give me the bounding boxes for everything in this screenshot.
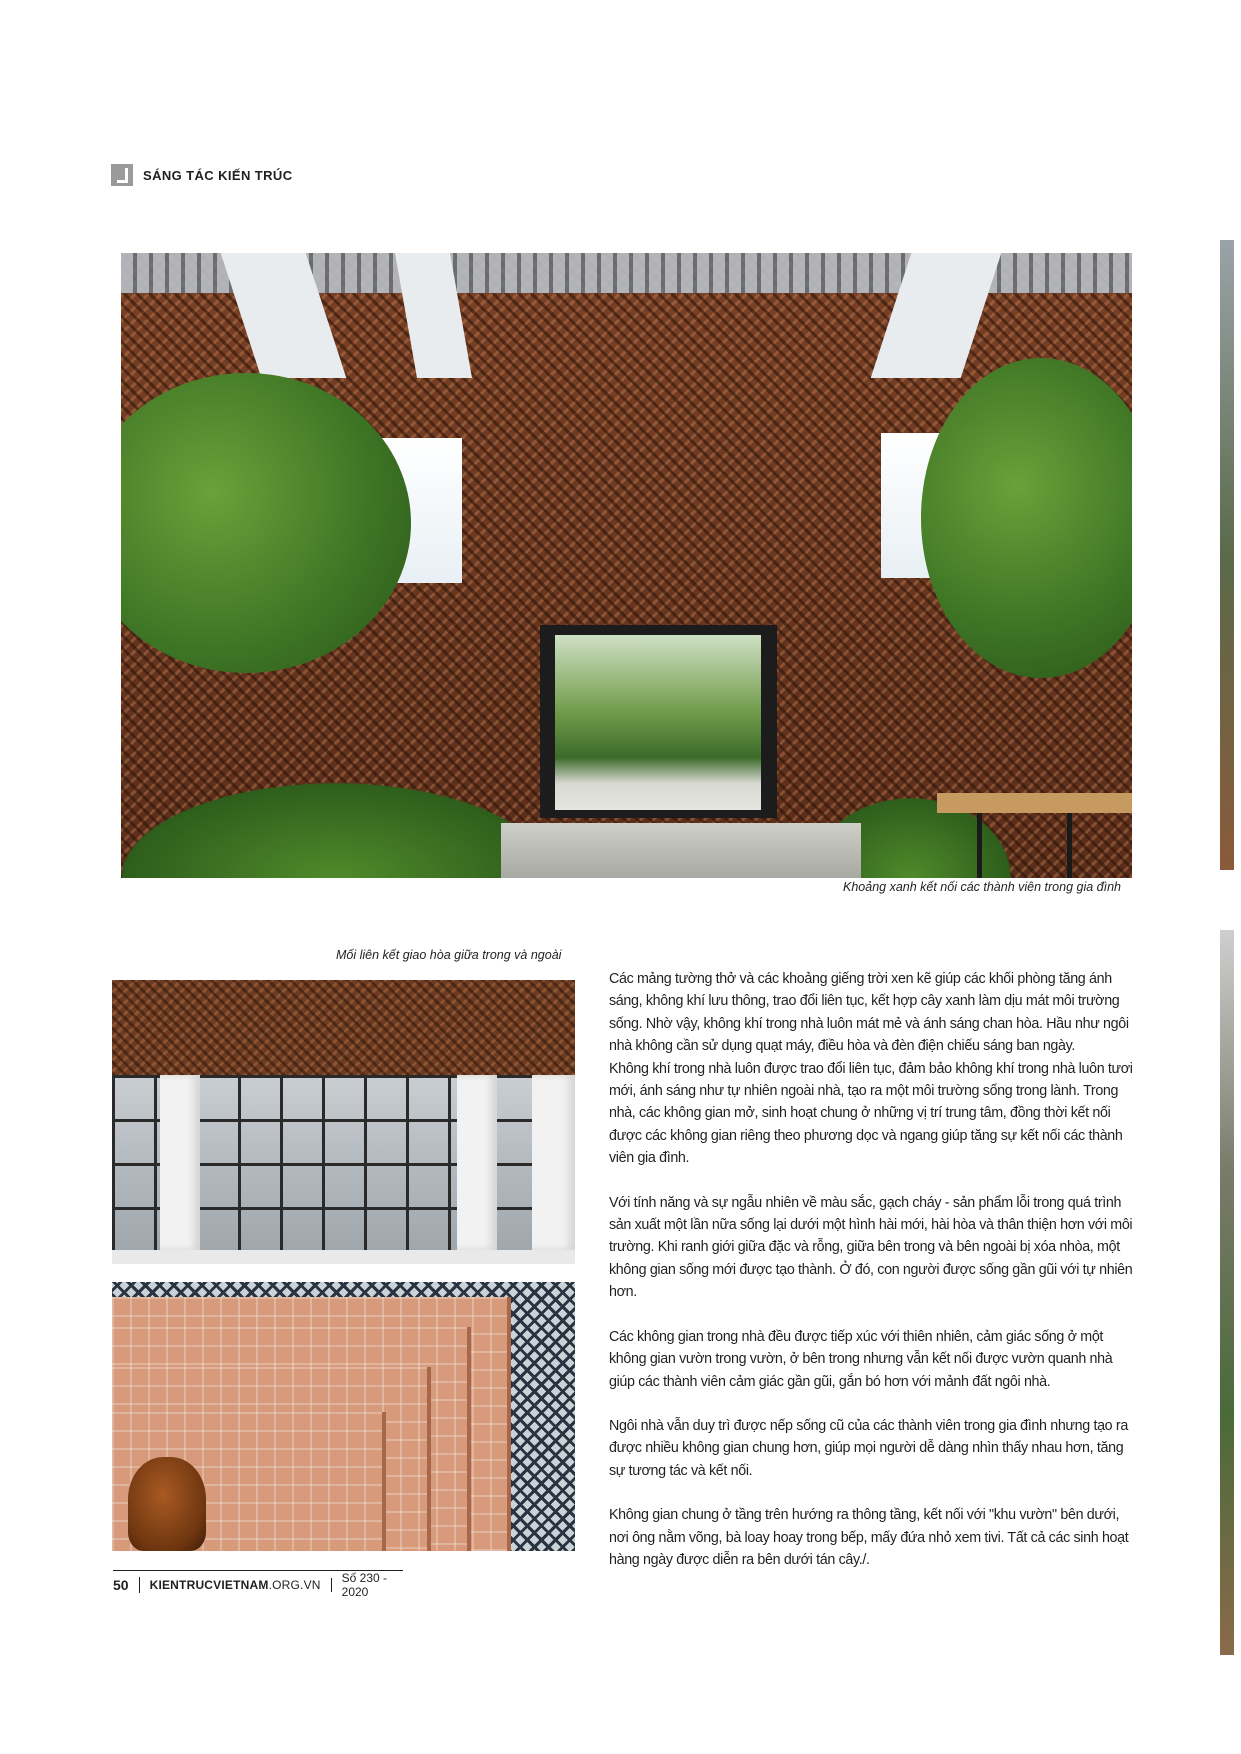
dog	[128, 1457, 206, 1551]
garden-view	[555, 635, 761, 810]
white-column	[532, 1075, 575, 1250]
section-header	[111, 164, 292, 186]
page-footer	[113, 1573, 403, 1597]
photo-steps-dog	[112, 1282, 575, 1551]
section-icon	[111, 164, 133, 186]
window-sill	[112, 1250, 575, 1264]
table	[937, 793, 1132, 813]
site-name-bold: KIENTRUCVIETNAM	[149, 1578, 269, 1592]
site-name-rest: .ORG.VN	[268, 1578, 321, 1592]
photo-ceiling-windows	[112, 980, 575, 1264]
paragraph: Ngôi nhà vẫn duy trì được nếp sống cũ của các thành viên trong gia đình nhưng tạo ra được nhiều không gian chung hơn, giúp mọi người dễ dàng nhìn thấy nhau hơn, tăng sự tương tác và kết nối.	[609, 1417, 1128, 1479]
article-body	[609, 968, 1139, 1593]
plants-left	[121, 783, 551, 878]
table-leg	[977, 813, 982, 878]
main-photo-courtyard	[121, 253, 1132, 878]
brick-ceiling	[112, 980, 575, 1075]
paragraph: Với tính năng và sự ngẫu nhiên về màu sắc, gạch cháy - sản phẩm lỗi trong quá trình sản xuất một lần nữa sống lại dưới một hình hài mới, hài hòa và thân thiện hơn với môi trường. Khi ranh giới giữa đặc và rỗng, giữa bên trong và bên ngoài bị xóa nhòa, một không gian sống mới được tạo thành. Ở đó, con người được sống gần gũi với tự nhiên hơn.	[609, 1194, 1133, 1301]
side-photo-caption: Mối liên kết giao hòa giữa trong và ngoài	[336, 948, 562, 962]
adjacent-page-bleed	[1220, 240, 1234, 870]
issue-number: Số 230 - 2020	[341, 1571, 388, 1599]
paragraph: Các không gian trong nhà đều được tiếp xúc với thiên nhiên, cảm giác sống ở một không gian vườn trong vườn, ở bên trong nhưng vẫn kết nối được vườn quanh nhà giúp các thành viên cảm giác gần gũi, gắn bó hơn với mảnh đất ngôi nhà.	[609, 1328, 1113, 1390]
paragraph: Các mảng tường thở và các khoảng giếng trời xen kẽ giúp các khối phòng tăng ánh sáng, không khí lưu thông, trao đổi liên tục, kết hợp cây xanh làm dịu mát môi trường sống. Nhờ vậy, không khí trong nhà luôn mát mẻ và ánh sáng chan hòa. Hầu như ngôi nhà không cần sử dụng quạt máy, điều hòa và đèn điện chiếu sáng ban ngày.	[609, 971, 1129, 1055]
main-photo-caption: Khoảng xanh kết nối các thành viên trong gia đình	[843, 880, 1121, 894]
white-column	[457, 1075, 497, 1250]
floor	[501, 823, 861, 878]
site-name	[140, 1578, 332, 1592]
paragraph: Không khí trong nhà luôn được trao đổi liên tục, đảm bảo không khí trong nhà luôn tươi mới, ánh sáng như tự nhiên ngoài nhà, tạo ra một môi trường sống trong lành. Trong nhà, các không gian mở, sinh hoạt chung ở những vị trí trung tâm, đồng thời kết nối được các không gian riêng theo phương dọc và ngang giúp tăng sự kết nối các thành viên gia đình.	[609, 1060, 1133, 1167]
adjacent-page-bleed	[1220, 930, 1234, 1655]
white-column	[160, 1075, 200, 1250]
paragraph: Không gian chung ở tầng trên hướng ra thông tầng, kết nối với "khu vườn" bên dưới, nơi ông nằm võng, bà loay hoay trong bếp, mấy đứa nhỏ xem tivi. Tất cả các sinh hoạt hàng ngày được diễn ra bên dưới tán cây./.	[609, 1507, 1129, 1568]
table-leg	[1067, 813, 1072, 878]
page-number: 50	[113, 1577, 140, 1593]
section-title: SÁNG TÁC KIẾN TRÚC	[143, 167, 293, 183]
